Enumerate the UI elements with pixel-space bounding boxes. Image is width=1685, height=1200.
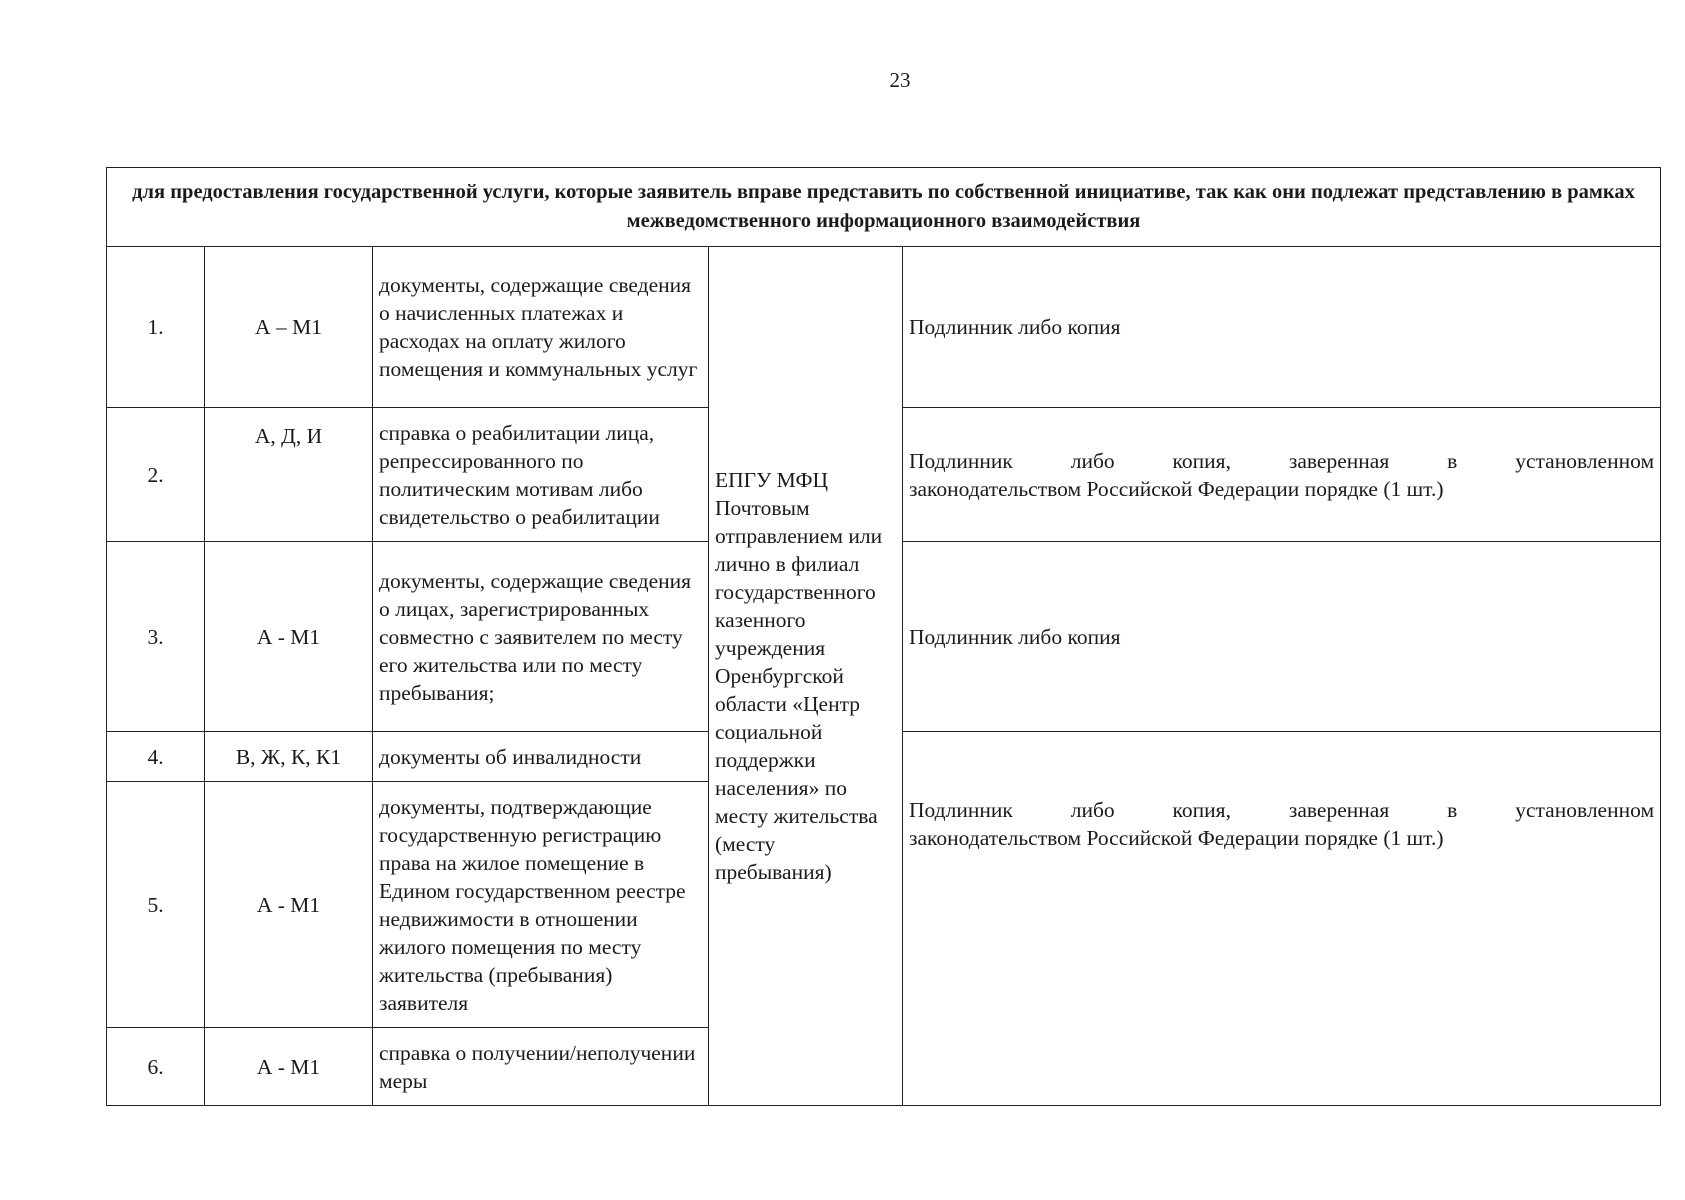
requirement-cell bbox=[903, 408, 1661, 542]
row-number: 4. bbox=[107, 732, 205, 782]
row-document: документы об инвалидности bbox=[373, 732, 709, 782]
row-category: А, Д, И bbox=[205, 408, 373, 542]
table-heading-row bbox=[107, 168, 1661, 247]
row-number: 3. bbox=[107, 542, 205, 732]
requirement-cell bbox=[903, 247, 1661, 408]
documents-table bbox=[106, 167, 1661, 1106]
row-document: справка о реабилитации лица, репрессированного по политическим мотивам либо свидетельство о реабилитации bbox=[373, 408, 709, 542]
row-document: документы, подтверждающие государственную регистрацию права на жилое помещение в Едином государственном реестре недвижимости в отношении жилого помещения по месту жительства (пребывания) заявителя bbox=[373, 782, 709, 1028]
requirement-text: Подлинник либо копия bbox=[909, 624, 1121, 649]
table-heading: для предоставления государственной услуги, которые заявитель вправе представить по собственной инициативе, так как они подлежат представлению в рамках межведомственного информационного взаимодействия bbox=[107, 168, 1661, 247]
submission-method: ЕПГУ МФЦ Почтовым отправлением или лично в филиал государственного казенного учреждения Оренбургской области «Центр социальной поддержки населения» по месту жительства (месту пребывания) bbox=[709, 247, 903, 1106]
row-document: документы, содержащие сведения о лицах, зарегистрированных совместно с заявителем по месту его жительства или по месту пребывания; bbox=[373, 542, 709, 732]
requirement-text: Подлинник либо копия bbox=[909, 315, 1121, 339]
requirement-cell bbox=[903, 542, 1661, 732]
row-number: 6. bbox=[107, 1028, 205, 1106]
row-number: 5. bbox=[107, 782, 205, 1028]
table-row bbox=[107, 247, 1661, 408]
row-document: справка о получении/неполучении меры bbox=[373, 1028, 709, 1106]
row-category: А - М1 bbox=[205, 1028, 373, 1106]
requirement-text-line2: законодательством Российской Федерации порядке (1 шт.) bbox=[909, 476, 1444, 501]
row-number: 1. bbox=[107, 247, 205, 408]
row-category: А - М1 bbox=[205, 782, 373, 1028]
row-document: документы, содержащие сведения о начисленных платежах и расходах на оплату жилого помещения и коммунальных услуг bbox=[373, 247, 709, 408]
row-category: В, Ж, К, К1 bbox=[205, 732, 373, 782]
row-number: 2. bbox=[107, 408, 205, 542]
requirement-text-line1: Подлинник либо копия, заверенная в установленном bbox=[909, 798, 1655, 822]
requirement-cell bbox=[903, 732, 1661, 1106]
requirement-text-line2: законодательством Российской Федерации порядке (1 шт.) bbox=[909, 826, 1444, 850]
page-number: 23 bbox=[889, 68, 911, 92]
row-category: А - М1 bbox=[205, 542, 373, 732]
row-category: А – М1 bbox=[205, 247, 373, 408]
requirement-text-line1: Подлинник либо копия, заверенная в установленном bbox=[909, 448, 1655, 473]
